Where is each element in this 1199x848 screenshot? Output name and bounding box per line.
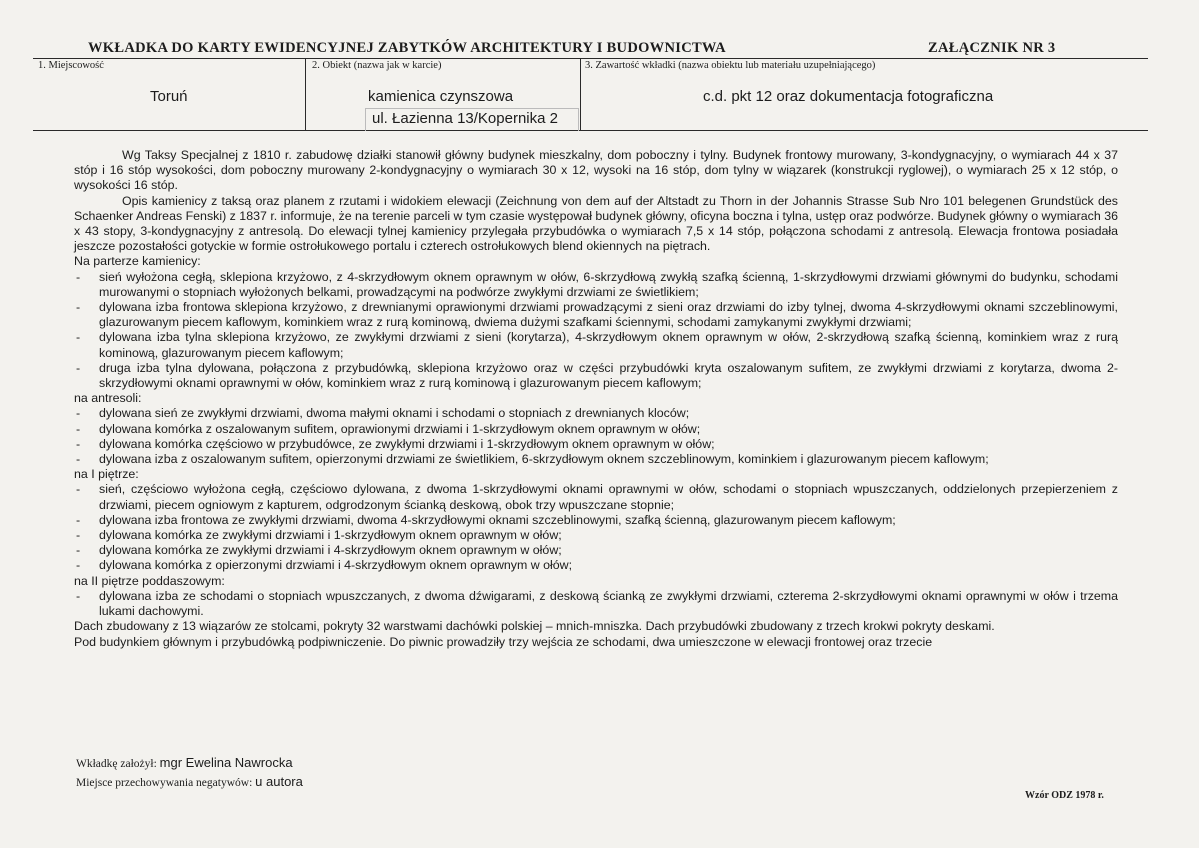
field-value-address: ul. Łazienna 13/Kopernika 2 — [372, 110, 558, 127]
list-item: - dylowana komórka z opierzonymi drzwiami i 4-skrzydłowym oknem oprawnym w ołów; — [74, 558, 1118, 573]
table-bottom-rule — [33, 130, 1148, 131]
paragraph-cellar: Pod budynkiem głównym i przybudówką podpiwniczenie. Do piwnic prowadziły trzy wejścia ze schodami, dwa umieszczone w elewacji frontowej oraz trzecie — [74, 634, 933, 649]
table-divider-2 — [580, 59, 581, 130]
table-divider-1 — [305, 59, 306, 130]
author-value: mgr Ewelina Nawrocka — [159, 755, 293, 770]
list-item: - dylowana komórka ze zwykłymi drzwiami i 4-skrzydłowym oknem oprawnym w ołów; — [74, 543, 1118, 558]
section-heading-mezzanine: na antresoli: — [74, 391, 142, 406]
field-label-contents: 3. Zawartość wkładki (nazwa obiektu lub materiału uzupełniającego) — [585, 60, 876, 71]
list-item: - dylowana izba frontowa sklepiona krzyżowo, z drewnianymi oprawionymi drzwiami prowadzącymi z sieni oraz drzwiami do izby tylnej, dwoma 4-skrzydłowymi oknami szczeblinowymi, glazurowanym piecem kaflowym, kominkiem wraz z rurą kominową, dwiema dużymi szafkami ściennymi, schodami zamykanymi zwykłymi drzwiami; — [74, 300, 1118, 330]
field-value-contents: c.d. pkt 12 oraz dokumentacja fotograficzna — [703, 88, 994, 105]
field-value-location: Toruń — [150, 88, 188, 105]
annex-number: ZAŁĄCZNIK NR 3 — [928, 40, 1056, 56]
list-item: - sień, częściowo wyłożona cegłą, częściowo dylowana, z dwoma 1-skrzydłowymi oknami oprawnymi w ołów, schodami o stopniach wpuszczanych, oddzielonych przepierzeniem z drzwiami, piecem ogniowym z kapturem, odgrodzonym ścianką deskową, obok trzy wpuszczane stopnie; — [74, 482, 1118, 512]
description-body — [74, 148, 1118, 650]
table-top-rule — [33, 58, 1148, 59]
section-heading-ground-floor: Na parterze kamienicy: — [74, 254, 201, 269]
storage-label: Miejsce przechowywania negatywów: — [76, 777, 253, 789]
document-title: WKŁADKA DO KARTY EWIDENCYJNEJ ZABYTKÓW ARCHITEKTURY I BUDOWNICTWA — [88, 40, 726, 56]
storage-line — [76, 774, 303, 789]
list-item: - dylowana izba frontowa ze zwykłymi drzwiami, dwoma 4-skrzydłowymi oknami szczeblinowymi, szafką ścienną, glazurowanym piecem kaflowym; — [74, 513, 1118, 528]
paragraph-taxa-1810: Wg Taksy Specjalnej z 1810 r. zabudowę działki stanowił główny budynek mieszkalny, dom poboczny i tylny. Budynek frontowy murowany, 3-kondygnacyjny, o wymiarach 44 x 37 stóp i 16 stóp wysokości, dom poboczny murowany 2-kondygnacyjny o wymiarach 30 x 12, wysoki na 16 stóp, dom tylny w wiązarek (konstrukcji ryglowej), o wymiarach 25 x 12 stóp, o wysokości 16 stóp. — [74, 148, 1118, 193]
paragraph-description-1837: Opis kamienicy z taksą oraz planem z rzutami i widokiem elewacji (Zeichnung von dem auf der Altstadt zu Thorn in der Johannis Strasse Sub Nro 101 belegenen Grundstück des Schaenker Andreas Fenski) z 1837 r. informuje, że na terenie parceli w tym czasie występował budynek główny, oficyna boczna i tylna, ustęp oraz podwórze. Budynek główny o wymiarach 36 x 43 stopy, 3-kondygnacyjny z antresolą. Do elewacji tylnej kamienicy przylegała przybudówka o wymiarach 7,5 x 14 stóp, połączona schodami z antresolą. Elewacja frontowa posiadała jeszcze pozostałości gotyckie w formie ostrołukowego portalu i czterech ostrołukowych blend okiennych na piętrach. — [74, 193, 1118, 254]
list-item: - dylowana komórka ze zwykłymi drzwiami i 1-skrzydłowym oknem oprawnym w ołów; — [74, 528, 1118, 543]
section-heading-second-floor: na II piętrze poddaszowym: — [74, 573, 225, 588]
storage-value: u autora — [255, 774, 303, 789]
list-item: - dylowana komórka z oszalowanym sufitem, oprawionymi drzwiami i 1-skrzydłowym oknem oprawnym w ołów; — [74, 422, 1118, 437]
list-item: - sień wyłożona cegłą, sklepiona krzyżowo, z 4-skrzydłowym oknem oprawnym w ołów, 6-skrzydłową zwykłą szafką ścienną, 1-skrzydłowymi drzwiami głównymi do budynku, schodami murowanymi o stopniach wyłożonych belkami, prowadzącymi na podwórze zwykłymi drzwiami ze świetlikiem; — [74, 270, 1118, 300]
list-item: - dylowana izba tylna sklepiona krzyżowo, ze zwykłymi drzwiami z sieni (korytarza), 4-skrzydłowym oknem oprawnym w ołów, 2-skrzydłową szafką ścienną, kominkiem wraz z rurą kominową, glazurowanym piecem kaflowym; — [74, 330, 1118, 360]
author-line — [76, 755, 293, 770]
author-label: Wkładkę założył: — [76, 758, 157, 770]
section-heading-first-floor: na I piętrze: — [74, 467, 139, 482]
paragraph-roof: Dach zbudowany z 13 wiązarów ze stolcami, pokryty 32 warstwami dachówki polskiej – mnich-mniszka. Dach przybudówki zbudowany z trzech krokwi pokryty deskami. — [74, 619, 995, 634]
list-item: - dylowana sień ze zwykłymi drzwiami, dwoma małymi oknami i schodami o stopniach z drewnianych kloców; — [74, 406, 1118, 421]
field-label-location: 1. Miejscowość — [38, 60, 104, 71]
list-item: - dylowana komórka częściowo w przybudówce, ze zwykłymi drzwiami i 1-skrzydłowym oknem oprawnym w ołów; — [74, 437, 1118, 452]
field-label-object: 2. Obiekt (nazwa jak w karcie) — [312, 60, 442, 71]
list-item: - dylowana izba ze schodami o stopniach wpuszczanych, z dwoma dźwigarami, z deskową ścianką ze zwykłymi drzwiami, czterema 2-skrzydłowymi oknami oprawnymi w ołów i trzema lukami dachowymi. — [74, 589, 1118, 619]
list-item: - druga izba tylna dylowana, połączona z przybudówką, sklepiona krzyżowo oraz w części przybudówki kryta oszalowanym sufitem, ze zwykłymi drzwiami z korytarza, dwoma 2-skrzydłowymi oknami oprawnymi w ołów, kominkiem wraz z rurą kominową i glazurowanym piecem kaflowym; — [74, 361, 1118, 391]
field-value-object: kamienica czynszowa — [368, 88, 514, 105]
list-item: - dylowana izba z oszalowanym sufitem, opierzonymi drzwiami ze świetlikiem, 6-skrzydłowym oknem szczeblinowym, kominkiem i glazurowanym piecem kaflowym; — [74, 452, 1118, 467]
form-mark: Wzór ODZ 1978 r. — [1025, 790, 1104, 801]
